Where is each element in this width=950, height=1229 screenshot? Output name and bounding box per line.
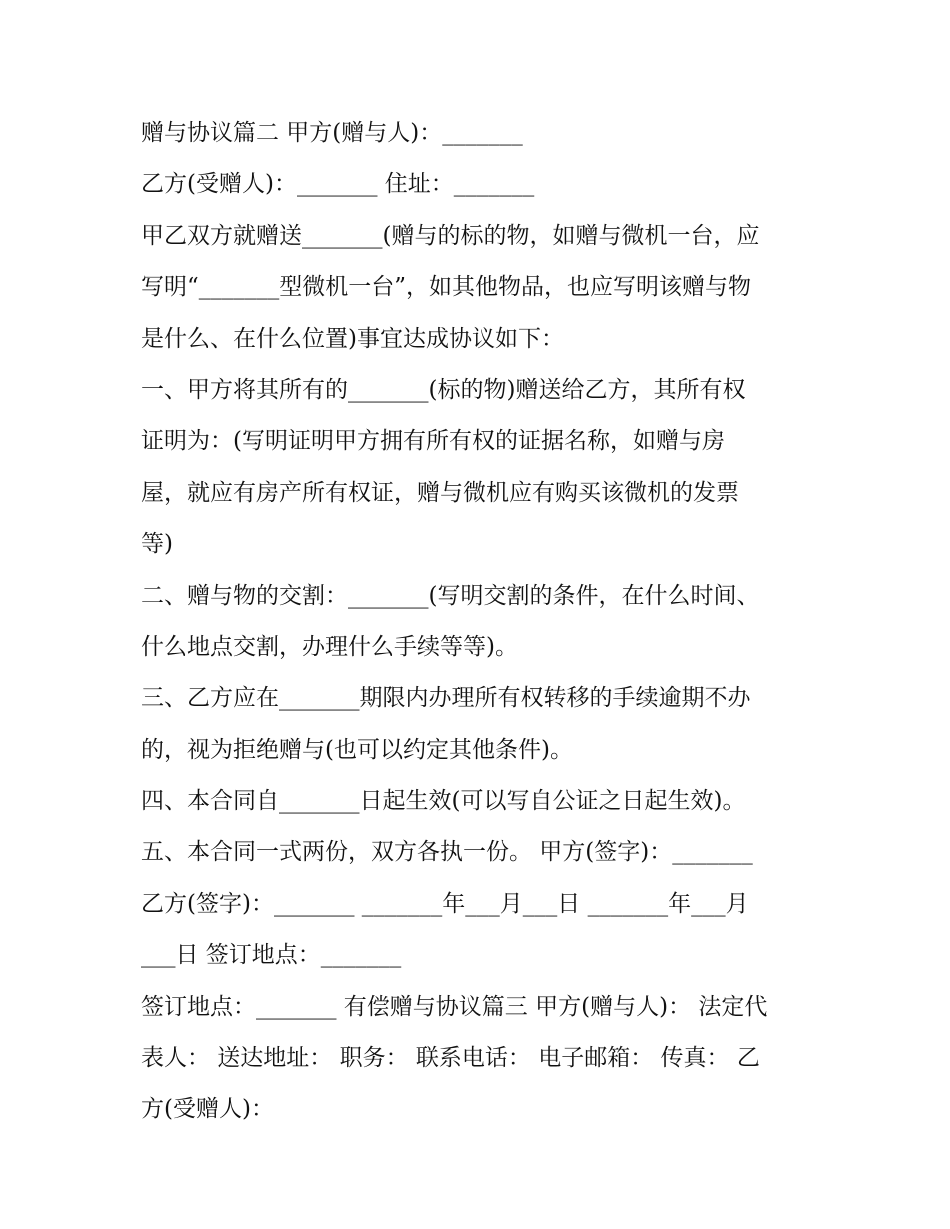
text-line: 的，视为拒绝赠与(也可以约定其他条件)。: [141, 736, 573, 763]
text-line: 方(受赠人)：: [141, 1096, 274, 1123]
text-line: 乙方(签字)：_______ _______年___月___日 _______年___月: [141, 890, 749, 917]
text-line: 写明“_______型微机一台”，如其他物品，也应写明该赠与物: [141, 274, 752, 301]
text-line: 四、本合同自_______日起生效(可以写自公证之日起生效)。: [141, 788, 746, 815]
text-line: 一、甲方将其所有的_______(标的物)赠送给乙方，其所有权: [141, 376, 746, 403]
text-line: 什么地点交割，办理什么手续等等)。: [141, 633, 518, 660]
text-line: 屋，就应有房产所有权证，赠与微机应有购买该微机的发票: [141, 479, 739, 506]
text-line: 乙方(受赠人)：_______ 住址：_______: [141, 171, 535, 198]
text-line: ___日 签订地点：_______: [141, 942, 402, 969]
text-line: 等): [141, 531, 173, 558]
document-body: [141, 108, 811, 1136]
text-line: 是什么、在什么位置)事宜达成协议如下：: [141, 325, 564, 352]
text-line: 证明为：(写明证明甲方拥有所有权的证据名称，如赠与房: [141, 428, 725, 455]
text-line: 二、赠与物的交割：_______(写明交割的条件，在什么时间、: [141, 582, 760, 609]
text-line: 表人： 送达地址： 职务： 联系电话： 电子邮箱： 传真： 乙: [141, 1045, 760, 1072]
text-line: 三、乙方应在_______期限内办理所有权转移的手续逾期不办: [141, 685, 751, 712]
text-line: 签订地点：_______ 有偿赠与协议篇三 甲方(赠与人)： 法定代: [141, 993, 768, 1020]
text-line: 赠与协议篇二 甲方(赠与人)：_______: [141, 120, 523, 146]
text-line: 五、本合同一式两份，双方各执一份。 甲方(签字)：_______: [141, 839, 753, 866]
text-line: 甲乙双方就赠送_______(赠与的标的物，如赠与微机一台，应: [141, 222, 760, 249]
